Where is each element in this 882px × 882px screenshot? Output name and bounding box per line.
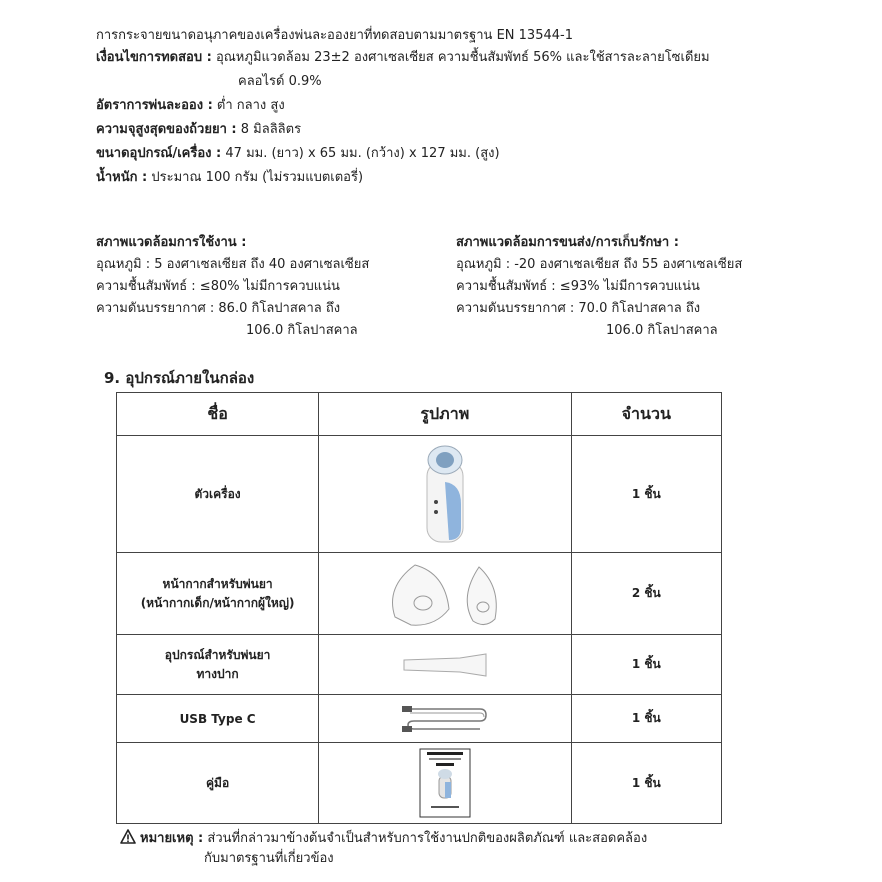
table-row	[117, 695, 722, 743]
spec-label: เงื่อนไขการทดสอบ :	[96, 50, 212, 65]
spec-value: ต่ำ กลาง สูง	[216, 98, 285, 113]
note	[120, 829, 647, 869]
nebulizer-device-icon	[415, 442, 475, 547]
table-row	[117, 436, 722, 553]
item-quantity: 2 ชิ้น	[571, 553, 721, 635]
usb-cable-icon	[400, 703, 490, 735]
spec-test-condition	[96, 48, 710, 68]
item-quantity: 1 ชิ้น	[571, 436, 721, 553]
manual-icon	[419, 748, 471, 818]
note-label: หมายเหตุ :	[140, 831, 204, 846]
spec-value: ประมาณ 100 กรัม (ไม่รวมแบตเตอรี่)	[151, 170, 364, 185]
env-store-temp: อุณหภูมิ : -20 องศาเซลเซียส ถึง 55 องศาเซลเซียส	[456, 257, 743, 272]
table-header-row	[117, 393, 722, 436]
item-name	[117, 635, 319, 695]
spec-test-condition-cont: คลอไรด์ 0.9%	[238, 74, 322, 89]
env-store-pressure-cont: 106.0 กิโลปาสคาล	[606, 323, 718, 338]
mouthpiece-icon	[400, 650, 490, 680]
spec-label: ขนาดอุปกรณ์/เครื่อง :	[96, 146, 222, 161]
spec-line-distribution: การกระจายขนาดอนุภาคของเครื่องพ่นละอองยาที่ทดสอบตามมาตรฐาน EN 13544-1	[96, 28, 573, 43]
item-name: ตัวเครื่อง	[117, 436, 319, 553]
env-use-column	[96, 232, 369, 342]
item-image-cell	[319, 695, 571, 743]
item-name-line2: (หน้ากากเด็ก/หน้ากากผู้ใหญ่)	[140, 595, 295, 610]
item-name: USB Type C	[117, 695, 319, 743]
item-name: คู่มือ	[117, 743, 319, 824]
spec-value: 47 มม. (ยาว) x 65 มม. (กว้าง) x 127 มม. (สูง)	[225, 146, 500, 161]
spec-label: ความจุสูงสุดของถ้วยยา :	[96, 122, 237, 137]
note-text: ส่วนที่กล่าวมาข้างต้นจำเป็นสำหรับการใช้งานปกติของผลิตภัณฑ์ และสอดคล้อง	[207, 831, 648, 846]
spec-size	[96, 144, 500, 164]
spec-value: อุณหภูมิแวดล้อม 23±2 องศาเซลเซียส ความชื้นสัมพัทธ์ 56% และใช้สารละลายโซเดียม	[215, 50, 710, 65]
table-row	[117, 553, 722, 635]
header-name: ชื่อ	[117, 393, 319, 436]
env-use-temp: อุณหภูมิ : 5 องศาเซลเซียส ถึง 40 องศาเซลเซียส	[96, 257, 370, 272]
item-image-cell	[319, 635, 571, 695]
item-image-cell	[319, 553, 571, 635]
header-image: รูปภาพ	[319, 393, 571, 436]
env-store-pressure: ความดันบรรยากาศ : 70.0 กิโลปาสคาล ถึง	[456, 301, 701, 316]
item-name-line2: ทางปาก	[196, 666, 239, 681]
item-image-cell	[319, 436, 571, 553]
table-row	[117, 743, 722, 824]
env-use-pressure: ความดันบรรยากาศ : 86.0 กิโลปาสคาล ถึง	[96, 301, 341, 316]
spec-rate	[96, 96, 285, 116]
spec-weight	[96, 168, 363, 188]
table-row	[117, 635, 722, 695]
spec-label: อัตราการพ่นละออง :	[96, 98, 213, 113]
env-store-title: สภาพแวดล้อมการขนส่ง/การเก็บรักษา :	[456, 235, 679, 250]
env-store-humidity: ความชื้นสัมพัทธ์ : ≤93% ไม่มีการควบแน่น	[456, 279, 700, 294]
section-title: 9. อุปกรณ์ภายในกล่อง	[104, 369, 255, 387]
item-name	[117, 553, 319, 635]
env-store-column	[456, 232, 742, 342]
header-quantity: จำนวน	[571, 393, 721, 436]
env-use-title: สภาพแวดล้อมการใช้งาน :	[96, 235, 247, 250]
box-contents-table	[116, 392, 722, 824]
env-use-humidity: ความชื้นสัมพัทธ์ : ≤80% ไม่มีการควบแน่น	[96, 279, 340, 294]
masks-icon	[375, 557, 515, 631]
item-name-line1: อุปกรณ์สำหรับพ่นยา	[164, 647, 271, 662]
note-text-cont: กับมาตรฐานที่เกี่ยวข้อง	[204, 851, 334, 866]
item-name-line1: หน้ากากสำหรับพ่นยา	[162, 576, 273, 591]
spec-value: 8 มิลลิลิตร	[240, 122, 302, 137]
warning-icon	[120, 829, 136, 845]
item-quantity: 1 ชิ้น	[571, 695, 721, 743]
item-image-cell	[319, 743, 571, 824]
spec-capacity	[96, 120, 301, 140]
env-use-pressure-cont: 106.0 กิโลปาสคาล	[246, 323, 358, 338]
item-quantity: 1 ชิ้น	[571, 635, 721, 695]
spec-label: น้ำหนัก :	[96, 170, 148, 185]
item-quantity: 1 ชิ้น	[571, 743, 721, 824]
